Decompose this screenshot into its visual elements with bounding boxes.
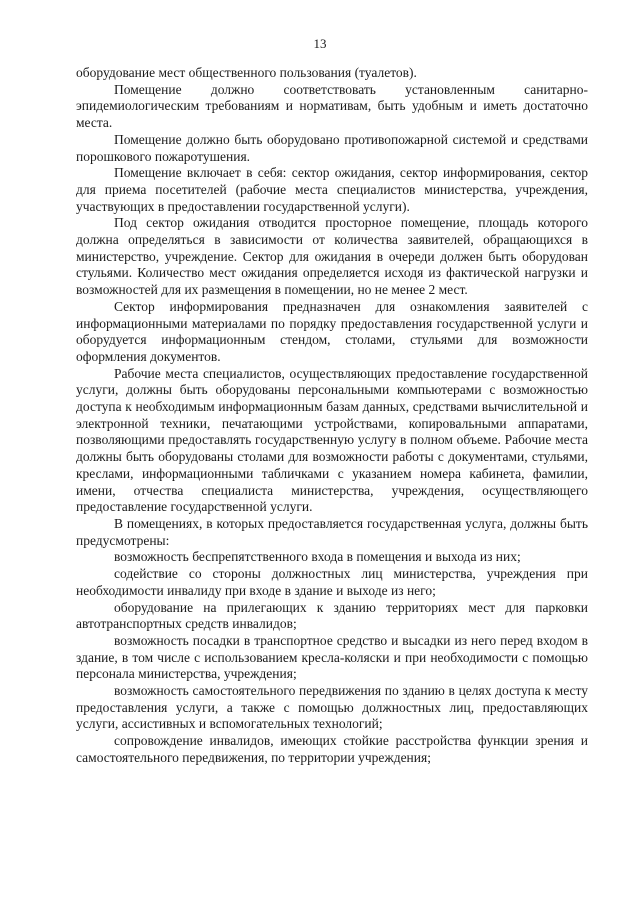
list-item: содействие со стороны должностных лиц министерства, учреждения при необходимости инвалиду при входе в здание и выходе из него; [76,566,588,598]
paragraph: Помещение включает в себя: сектор ожидания, сектор информирования, сектор для приема посетителей (рабочие места специалистов министерства, учреждения, участвующих в предоставлении государственной услуги). [76,165,588,214]
paragraph: Под сектор ожидания отводится просторное помещение, площадь которого должна определяться в зависимости от количества заявителей, обращающихся в министерство, учреждение. Сектор для ожидания в очереди должен быть оборудован стульями. Количество мест ожидания определяется исходя из фактической нагрузки и возможностей для их размещения в помещении, но не менее 2 мест. [76,215,588,298]
list-item: возможность самостоятельного передвижения по зданию в целях доступа к месту предоставления услуги, а также с помощью должностных лиц, предоставляющих услуги, ассистивных и вспомогательных технологий; [76,683,588,732]
paragraph: Рабочие места специалистов, осуществляющих предоставление государственной услуги, должны быть оборудованы персональными компьютерами с возможностью доступа к необходимым информационным базам данных, средствами вычислительной и электронной техники, печатающими устройствами, копировальными аппаратами, позволяющими предоставлять государственную услугу в полном объеме. Рабочие места должны быть оборудованы столами для возможности работы с документами, стульями, креслами, информационными табличками с указанием номера кабинета, фамилии, имени, отчества специалиста министерства, учреждения, осуществляющего предоставление государственной услуги. [76,365,588,515]
paragraph: Помещение должно соответствовать установленным санитарно-эпидемиологическим требованиям и нормативам, быть удобным и иметь достаточно места. [76,81,588,131]
paragraph: оборудование мест общественного пользования (туалетов). [76,65,417,80]
list-item: сопровождение инвалидов, имеющих стойкие расстройства функции зрения и самостоятельного передвижения, по территории учреждения; [76,733,588,765]
list-item: возможность беспрепятственного входа в помещения и выхода из них; [114,549,521,565]
list-item: оборудование на прилегающих к зданию территориях мест для парковки автотранспортных средств инвалидов; [76,599,588,632]
paragraph: Сектор информирования предназначен для ознакомления заявителей с информационными материалами по порядку предоставления государственной услуги и оборудуется информационным стендом, столами, стульями для возможности оформления документов. [76,298,588,364]
paragraph: Помещение должно быть оборудовано противопожарной системой и средствами порошкового пожаротушения. [76,131,588,164]
list-item: возможность посадки в транспортное средство и высадки из него перед входом в здание, в том числе с использованием кресла-коляски и при необходимости с помощью персонала министерства, учреждения; [76,632,588,682]
paragraph: В помещениях, в которых предоставляется государственная услуга, должны быть предусмотрены: [76,515,588,548]
page-number: 13 [313,36,327,51]
document-body [76,65,588,767]
